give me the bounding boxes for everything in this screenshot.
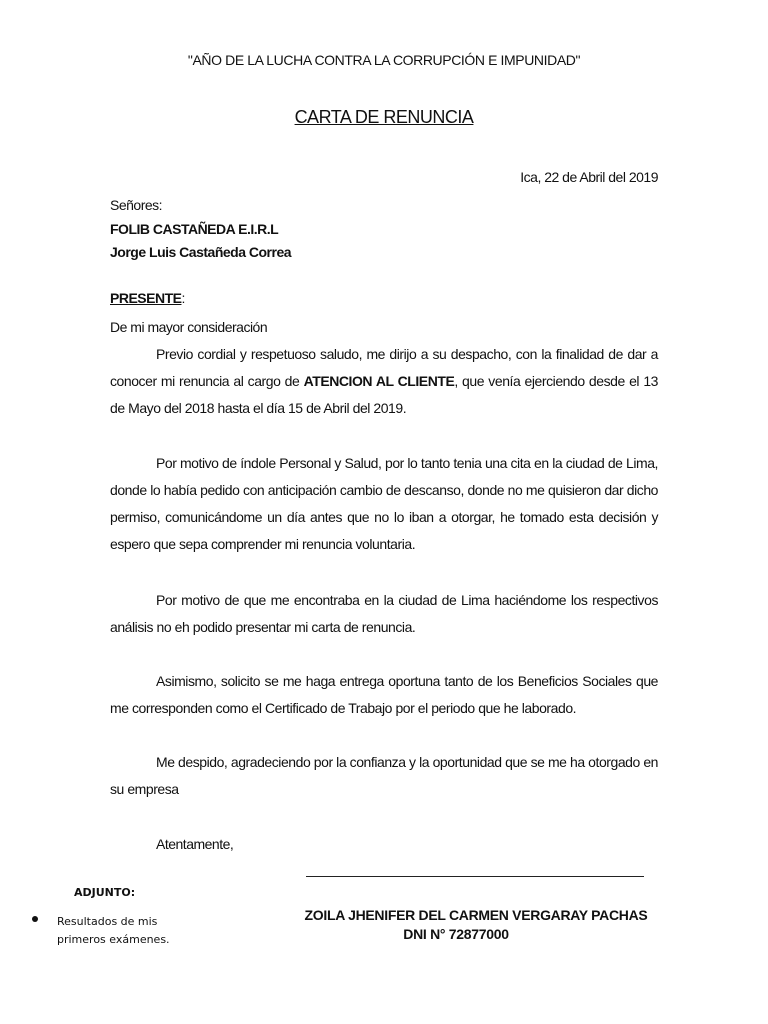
recipient-name: Jorge Luis Castañeda Correa	[110, 244, 292, 260]
signer-name: ZOILA JHENIFER DEL CARMEN VERGARAY PACHAS	[304, 907, 648, 923]
paragraph-1-start: Previo cordial y respetuoso saludo, me dirijo a su despacho, con la finalidad de dar a conocer mi renuncia al cargo de	[110, 346, 658, 389]
signature-line	[306, 876, 644, 877]
attachment-heading: ADJUNTO:	[74, 886, 136, 899]
paragraph-4: Asimismo, solicito se me haga entrega oportuna tanto de los Beneficios Sociales que me corresponden como el Certificado de Trabajo por el periodo que he laborado.	[110, 673, 658, 716]
company-name: FOLIB CASTAÑEDA E.I.R.L	[110, 221, 279, 237]
paragraph-1-end: , que venía ejerciendo desde el 13 de Mayo del 2018 hasta el día 15 de Abril del 2019.	[110, 373, 658, 416]
paragraph-2: Por motivo de índole Personal y Salud, por lo tanto tenia una cita en la ciudad de Lima, donde lo había pedido con anticipación cambio de descanso, donde no me quisieron dar dicho permiso, comunicándome un día antes que no lo iban a otorgar, he tomado esta decisión y espero que sepa comprender mi renuncia voluntaria.	[110, 455, 658, 552]
attachment-item: Resultados de mis primeros exámenes.	[57, 915, 170, 946]
paragraph-5: Me despido, agradeciendo por la confianza y la oportunidad que se me ha otorgado en su empresa	[110, 754, 658, 797]
bullet-icon	[32, 914, 42, 924]
presente-colon: :	[181, 290, 185, 306]
closing: Atentamente,	[156, 836, 234, 852]
presente-line	[110, 290, 185, 306]
signer-dni: DNI N° 72877000	[403, 926, 509, 942]
year-motto: "AÑO DE LA LUCHA CONTRA LA CORRUPCIÓN E IMPUNIDAD"	[187, 52, 581, 68]
document-title: CARTA DE RENUNCIA	[294, 107, 474, 127]
paragraph-3: Por motivo de que me encontraba en la ciudad de Lima haciéndome los respectivos análisis no eh podido presentar mi carta de renuncia.	[110, 592, 658, 635]
letter-date: Ica, 22 de Abril del 2019	[520, 169, 658, 185]
presente-label: PRESENTE	[110, 290, 182, 306]
salutation: Señores:	[110, 197, 163, 213]
greeting: De mi mayor consideración	[110, 319, 268, 335]
job-position: ATENCION AL CLIENTE	[303, 373, 455, 389]
paragraph-1	[110, 341, 658, 422]
